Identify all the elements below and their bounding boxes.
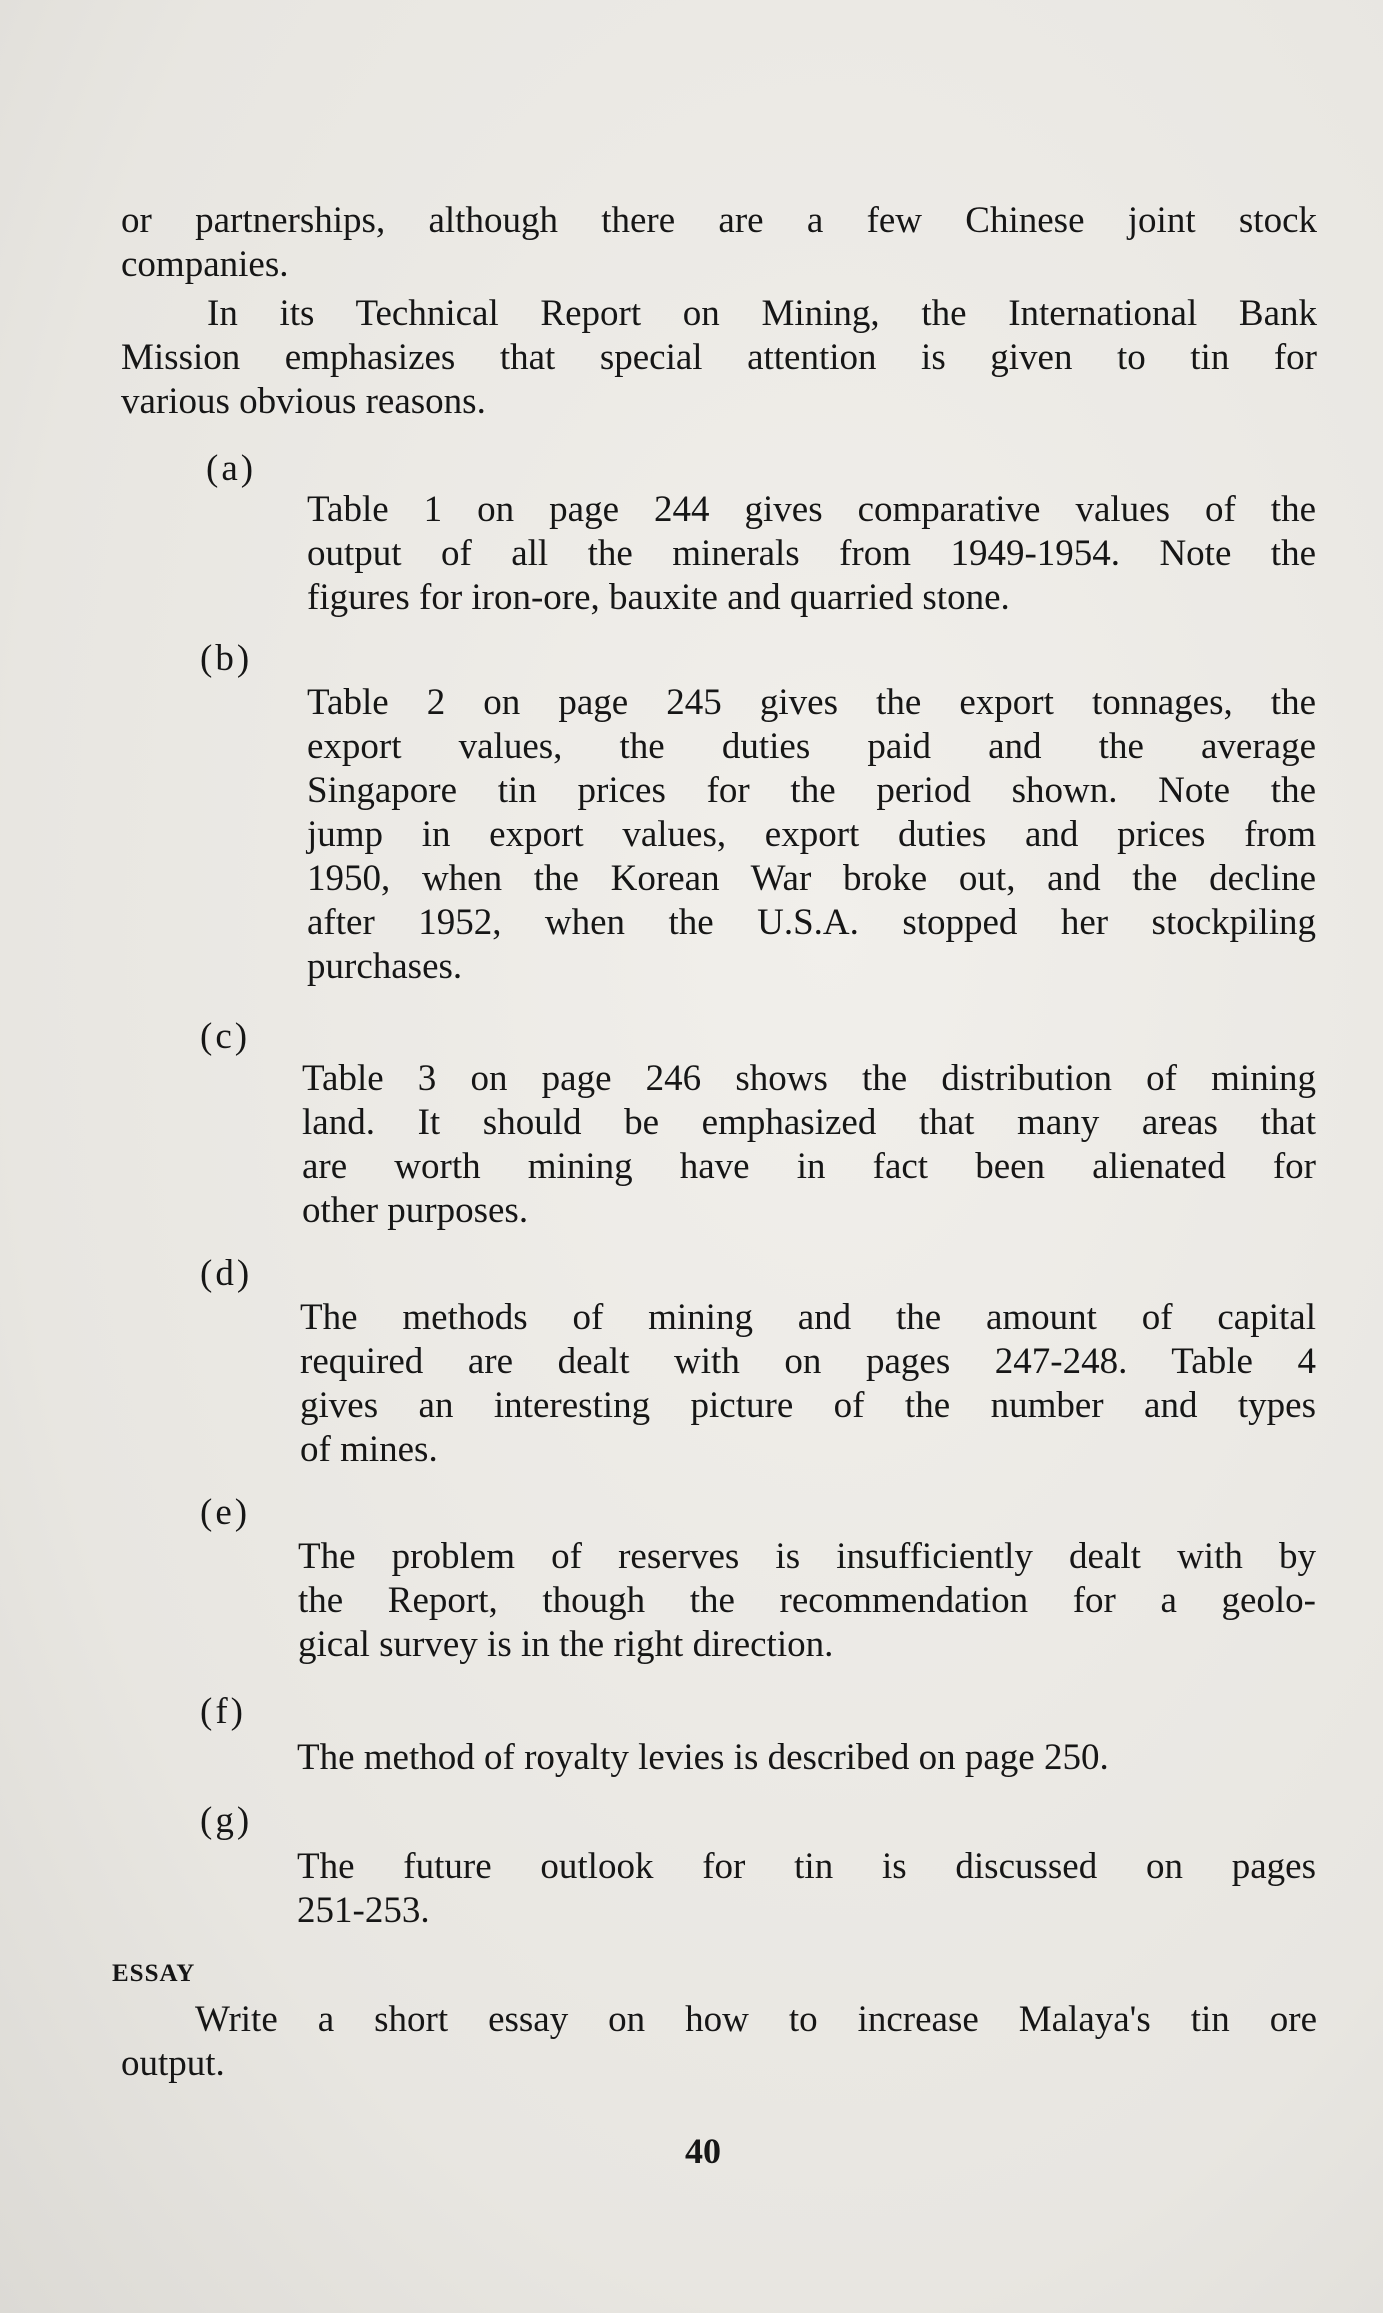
text-line: companies. (121, 244, 289, 285)
text-line: Singapore tin prices for the period shown. Note the (307, 770, 1316, 811)
essay-heading: ESSAY (112, 1960, 196, 1987)
list-item-e (298, 1535, 1316, 1667)
text-line: The methods of mining and the amount of capital (300, 1297, 1316, 1338)
item-label: (d) (200, 1253, 253, 1294)
item-label: (g) (200, 1800, 253, 1841)
text-line: output. (121, 2043, 225, 2084)
text-line: Table 1 on page 244 gives comparative values of the (307, 489, 1316, 530)
text-line: Table 2 on page 245 gives the export tonnages, the (307, 682, 1316, 723)
text-line: jump in export values, export duties and prices from (307, 814, 1316, 855)
text-line: various obvious reasons. (121, 381, 486, 422)
text-line: other purposes. (302, 1190, 529, 1231)
text-line: Write a short essay on how to increase Malaya's tin ore (195, 1999, 1317, 2040)
list-item-f (297, 1736, 1316, 1780)
text-line: required are dealt with on pages 247-248. Table 4 (300, 1341, 1316, 1382)
list-item-g (297, 1845, 1316, 1933)
text-line: or partnerships, although there are a few Chinese joint stock (121, 200, 1317, 241)
text-line: are worth mining have in fact been alienated for (302, 1146, 1316, 1187)
item-label: (f) (200, 1691, 246, 1732)
text-line: gical survey is in the right direction. (298, 1624, 834, 1665)
item-label: (a) (206, 448, 257, 489)
text-line: The problem of reserves is insufficiently dealt with by (298, 1536, 1316, 1577)
text-line: The method of royalty levies is described on page 250. (297, 1737, 1109, 1778)
text-line: after 1952, when the U.S.A. stopped her stockpiling (307, 902, 1316, 943)
text-line: of mines. (300, 1429, 438, 1470)
item-label: (e) (200, 1492, 251, 1533)
text-line: In its Technical Report on Mining, the International Bank (207, 293, 1317, 334)
text-line: The future outlook for tin is discussed on pages (297, 1846, 1316, 1887)
item-label: (c) (200, 1016, 251, 1057)
text-line: the Report, though the recommendation for a geolo- (298, 1580, 1316, 1621)
list-item-a (307, 488, 1316, 620)
text-line: Mission emphasizes that special attention is given to tin for (121, 337, 1317, 378)
text-line: land. It should be emphasized that many areas that (302, 1102, 1316, 1143)
text-line: Table 3 on page 246 shows the distribution of mining (302, 1058, 1316, 1099)
text-line: figures for iron-ore, bauxite and quarried stone. (307, 577, 1010, 618)
list-item-b (307, 681, 1316, 989)
item-label: (b) (200, 638, 253, 679)
page-number: 40 (685, 2131, 721, 2171)
text-line: gives an interesting picture of the number and types (300, 1385, 1316, 1426)
essay-prompt (121, 1998, 1317, 2086)
list-item-d (300, 1296, 1316, 1472)
paragraph-intro-continuation (121, 199, 1317, 287)
list-item-c (302, 1057, 1316, 1233)
text-line: output of all the minerals from 1949-1954. Note the (307, 533, 1316, 574)
text-line: 1950, when the Korean War broke out, and the decline (307, 858, 1316, 899)
text-line: purchases. (307, 946, 463, 987)
text-line: 251-253. (297, 1890, 430, 1931)
paragraph-intro-mission (121, 292, 1317, 424)
text-line: export values, the duties paid and the average (307, 726, 1316, 767)
